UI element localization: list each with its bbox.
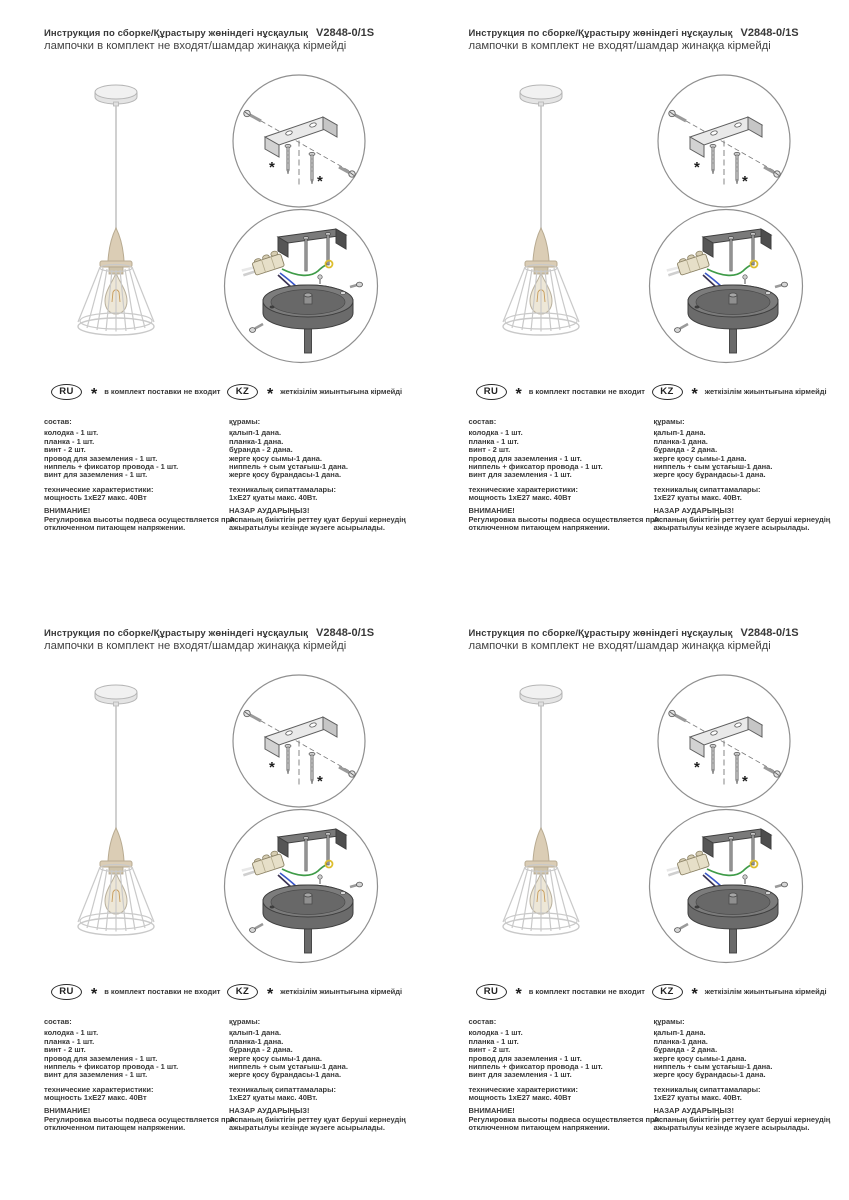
ru-warning-text: Регулировка высоты подвеса осуществляется при отключенном питающем напряжении. <box>44 514 235 532</box>
asterisk-icon: * <box>91 385 98 403</box>
instruction-sheet <box>425 600 849 1200</box>
down-tube <box>729 329 736 353</box>
ru-specs-title: технические характеристики: <box>44 484 154 494</box>
list-item: планка-1 дана. <box>229 1036 284 1046</box>
bracket-screw-shaft <box>305 239 307 271</box>
bracket-mounting-diagram <box>656 73 792 209</box>
kz-specs-title: техникалық сипаттамалары: <box>229 484 337 494</box>
list-item: бұранда - 2 дана. <box>229 445 293 455</box>
list-item: жерге қосу сымы-1 дана. <box>229 453 323 463</box>
ru-specs-title: технические характеристики: <box>44 1084 154 1094</box>
list-item: ниппель + фиксатор провода - 1 шт. <box>44 1062 179 1072</box>
bracket-diagram-drawing <box>656 73 792 209</box>
kz-legend-note: жеткізілім жиынтығына кірмейді <box>280 987 403 996</box>
kz-specs-title: техникалық сипаттамалары: <box>653 1084 761 1094</box>
ru-warning-text: Регулировка высоты подвеса осуществляется при отключенном питающем напряжении. <box>468 1114 660 1132</box>
kz-legend-note: жеткізілім жиынтығына кірмейді <box>280 387 403 396</box>
asterisk-icon: * <box>317 773 323 790</box>
ru-legend <box>476 383 645 403</box>
ru-parts-column <box>469 1018 667 1132</box>
down-tube <box>305 329 312 353</box>
list-item: винт для заземления - 1 шт. <box>468 470 572 480</box>
list-item: колодка - 1 шт. <box>468 428 523 438</box>
wooden-cone <box>525 828 557 874</box>
down-tube <box>729 929 736 953</box>
list-item: жерге қосу сымы-1 дана. <box>653 1053 747 1063</box>
kz-list-title: құрамы: <box>229 417 261 426</box>
list-item: винт - 2 шт. <box>468 445 511 455</box>
kz-warning-text: Аспаның биіктігін реттеу қуат беруші кернеудің ажыратылуы кезінде жүзеге асырылады. <box>229 514 406 532</box>
bracket-mounting-diagram <box>231 673 367 809</box>
list-item: жерге қосу бұрандасы-1 дана. <box>229 470 342 480</box>
kz-parts-column <box>229 1018 425 1132</box>
kz-specs-value: 1хЕ27 қуаты макс. 40Вт. <box>653 493 742 503</box>
model-number: V2848-0/1S <box>740 27 799 39</box>
list-item: колодка - 1 шт. <box>468 1028 523 1038</box>
list-item: қалып-1 дана. <box>229 428 282 438</box>
bracket-mounting-diagram <box>231 73 367 209</box>
sheet-title: Инструкция по сборке/Құрастыру жөніндегі нұсқаулық <box>44 628 308 639</box>
list-item: бұранда - 2 дана. <box>653 1045 718 1055</box>
kz-language-badge: KZ <box>227 984 258 1000</box>
ru-specs-value: мощность 1хЕ27 макс. 40Вт <box>44 1093 147 1103</box>
list-item: планка-1 дана. <box>653 436 708 446</box>
list-item: ниппель + фиксатор провода - 1 шт. <box>44 462 179 472</box>
sheet-title: Инструкция по сборке/Құрастыру жөніндегі нұсқаулық <box>44 28 308 39</box>
kz-language-badge: KZ <box>652 384 683 400</box>
kz-specs-title: техникалық сипаттамалары: <box>229 1084 337 1094</box>
list-item: колодка - 1 шт. <box>44 428 99 438</box>
kz-parts-column <box>654 418 849 532</box>
ru-legend-note: в комплект поставки не входит <box>104 387 221 396</box>
list-item: жерге қосу бұрандасы-1 дана. <box>653 470 766 480</box>
wiring-diagram-drawing <box>647 207 805 365</box>
kz-legend-note: жеткізілім жиынтығына кірмейді <box>704 987 827 996</box>
list-item: провод для заземления - 1 шт. <box>468 453 582 463</box>
list-item: қалып-1 дана. <box>653 1028 706 1038</box>
ru-warning-title: ВНИМАНИЕ! <box>44 1106 91 1116</box>
list-item: провод для заземления - 1 шт. <box>44 1053 158 1063</box>
list-item: жерге қосу сымы-1 дана. <box>653 453 747 463</box>
pendant-lamp-illustration <box>479 80 603 352</box>
bracket-screw-shaft <box>729 839 731 871</box>
ru-warning-title: ВНИМАНИЕ! <box>468 1106 515 1116</box>
asterisk-icon: * <box>741 173 748 190</box>
list-item: бұранда - 2 дана. <box>653 445 718 455</box>
asterisk-icon: * <box>693 759 700 776</box>
asterisk-icon: * <box>693 159 700 176</box>
ru-parts-column <box>44 418 242 532</box>
down-tube <box>305 929 312 953</box>
list-item: жерге қосу бұрандасы-1 дана. <box>229 1070 342 1080</box>
ru-parts-column <box>469 418 667 532</box>
ceiling-canopy <box>95 685 137 706</box>
list-item: планка-1 дана. <box>653 1036 708 1046</box>
wiring-diagram-drawing <box>222 807 380 965</box>
ru-legend-note: в комплект поставки не входит <box>104 987 221 996</box>
pendant-lamp-drawing <box>54 680 178 952</box>
asterisk-icon: * <box>269 759 275 776</box>
kz-legend <box>652 983 827 1003</box>
bracket-mounting-diagram <box>656 673 792 809</box>
kz-specs-value: 1хЕ27 қуаты макс. 40Вт. <box>229 493 318 503</box>
model-number: V2848-0/1S <box>740 627 799 639</box>
canopy-wiring-diagram <box>647 207 805 365</box>
canopy-wiring-diagram <box>222 807 380 965</box>
ru-legend <box>51 383 221 403</box>
ru-specs-value: мощность 1хЕ27 макс. 40Вт <box>44 493 147 503</box>
pendant-lamp-drawing <box>479 680 603 952</box>
kz-list-title: құрамы: <box>229 1017 261 1026</box>
kz-parts-column <box>654 1018 849 1132</box>
pendant-lamp-illustration <box>479 680 603 952</box>
pendant-lamp-drawing <box>54 80 178 352</box>
sheet-header <box>44 27 375 52</box>
list-item: ниппель + сым ұстағыш-1 дана. <box>229 462 348 472</box>
list-item: қалып-1 дана. <box>229 1028 282 1038</box>
ru-list-title: состав: <box>468 417 497 426</box>
sheet-header <box>468 627 799 652</box>
list-item: провод для заземления - 1 шт. <box>468 1053 582 1063</box>
asterisk-icon: * <box>691 385 698 403</box>
instruction-sheet <box>425 0 849 600</box>
sheet-title: Инструкция по сборке/Құрастыру жөніндегі нұсқаулық <box>468 28 733 39</box>
asterisk-icon: * <box>691 985 698 1003</box>
asterisk-icon: * <box>515 985 522 1003</box>
sheet-header <box>468 27 799 52</box>
ru-warning-title: ВНИМАНИЕ! <box>468 506 515 516</box>
list-item: бұранда - 2 дана. <box>229 1045 293 1055</box>
asterisk-icon: * <box>267 985 274 1003</box>
kz-warning-text: Аспаның биіктігін реттеу қуат беруші кернеудің ажыратылуы кезінде жүзеге асырылады. <box>653 514 831 532</box>
ru-language-badge: RU <box>476 384 507 400</box>
wire-cage-shade <box>78 265 154 336</box>
ru-legend <box>476 983 645 1003</box>
kz-specs-value: 1хЕ27 қуаты макс. 40Вт. <box>653 1093 742 1103</box>
ru-specs-title: технические характеристики: <box>468 1084 578 1094</box>
kz-warning-title: НАЗАР АУДАРЫҢЫЗ! <box>229 1106 310 1116</box>
list-item: планка - 1 шт. <box>44 1036 95 1046</box>
sheet-subtitle: лампочки в комплект не входят/шамдар жинаққа кірмейді <box>468 640 771 652</box>
sheet-subtitle: лампочки в комплект не входят/шамдар жинаққа кірмейді <box>44 40 347 52</box>
wooden-cone <box>525 228 557 274</box>
bracket-screw-shaft <box>305 839 307 871</box>
ru-list-title: состав: <box>468 1017 497 1026</box>
wire-cage-shade <box>78 865 154 936</box>
kz-warning-text: Аспаның биіктігін реттеу қуат беруші кернеудің ажыратылуы кезінде жүзеге асырылады. <box>653 1114 831 1132</box>
kz-legend <box>227 383 403 403</box>
list-item: винт для заземления - 1 шт. <box>44 1070 148 1080</box>
list-item: жерге қосу бұрандасы-1 дана. <box>653 1070 766 1080</box>
asterisk-icon: * <box>741 773 748 790</box>
wooden-cone <box>100 228 132 274</box>
ceiling-canopy <box>95 85 137 106</box>
list-item: винт - 2 шт. <box>468 1045 511 1055</box>
kz-legend <box>227 983 403 1003</box>
kz-warning-title: НАЗАР АУДАРЫҢЫЗ! <box>229 506 310 516</box>
ru-language-badge: RU <box>51 984 82 1000</box>
kz-warning-title: НАЗАР АУДАРЫҢЫЗ! <box>653 1106 735 1116</box>
sheet-header <box>44 627 375 652</box>
list-item: колодка - 1 шт. <box>44 1028 99 1038</box>
ru-language-badge: RU <box>476 984 507 1000</box>
list-item: планка - 1 шт. <box>468 1036 519 1046</box>
list-item: жерге қосу сымы-1 дана. <box>229 1053 323 1063</box>
wiring-diagram-drawing <box>647 807 805 965</box>
list-item: винт - 2 шт. <box>44 445 86 455</box>
instruction-sheet <box>0 600 425 1200</box>
ru-legend-note: в комплект поставки не входит <box>528 987 645 996</box>
asterisk-icon: * <box>91 985 98 1003</box>
kz-warning-text: Аспаның биіктігін реттеу қуат беруші кернеудің ажыратылуы кезінде жүзеге асырылады. <box>229 1114 406 1132</box>
list-item: ниппель + сым ұстағыш-1 дана. <box>229 1062 348 1072</box>
list-item: планка - 1 шт. <box>44 436 95 446</box>
ru-parts-column <box>44 1018 242 1132</box>
pendant-lamp-drawing <box>479 80 603 352</box>
list-item: ниппель + фиксатор провода - 1 шт. <box>468 462 603 472</box>
wire-cage-shade <box>503 265 579 336</box>
asterisk-icon: * <box>515 385 522 403</box>
canopy-wiring-diagram <box>647 807 805 965</box>
canopy-wiring-diagram <box>222 207 380 365</box>
ceiling-canopy <box>520 85 562 106</box>
sheet-subtitle: лампочки в комплект не входят/шамдар жинаққа кірмейді <box>44 640 347 652</box>
list-item: қалып-1 дана. <box>653 428 706 438</box>
list-item: ниппель + сым ұстағыш-1 дана. <box>653 1062 773 1072</box>
sheet-subtitle: лампочки в комплект не входят/шамдар жинаққа кірмейді <box>468 40 771 52</box>
list-item: провод для заземления - 1 шт. <box>44 453 158 463</box>
kz-specs-value: 1хЕ27 қуаты макс. 40Вт. <box>229 1093 318 1103</box>
wire-cage-shade <box>503 865 579 936</box>
ceiling-canopy <box>520 685 562 706</box>
kz-list-title: құрамы: <box>653 1017 685 1026</box>
pendant-lamp-illustration <box>54 680 178 952</box>
ru-list-title: состав: <box>44 1017 72 1026</box>
ru-language-badge: RU <box>51 384 82 400</box>
ru-legend <box>51 983 221 1003</box>
list-item: винт - 2 шт. <box>44 1045 86 1055</box>
ru-specs-value: мощность 1хЕ27 макс. 40Вт <box>468 493 572 503</box>
bracket-screw-shaft <box>729 239 731 271</box>
ru-legend-note: в комплект поставки не входит <box>528 387 645 396</box>
model-number: V2848-0/1S <box>316 627 375 639</box>
ru-specs-title: технические характеристики: <box>468 484 578 494</box>
list-item: винт для заземления - 1 шт. <box>44 470 148 480</box>
bracket-diagram-drawing <box>656 673 792 809</box>
kz-warning-title: НАЗАР АУДАРЫҢЫЗ! <box>653 506 735 516</box>
kz-legend-note: жеткізілім жиынтығына кірмейді <box>704 387 827 396</box>
list-item: планка - 1 шт. <box>468 436 519 446</box>
list-item: ниппель + фиксатор провода - 1 шт. <box>468 1062 603 1072</box>
list-item: планка-1 дана. <box>229 436 284 446</box>
ru-specs-value: мощность 1хЕ27 макс. 40Вт <box>468 1093 572 1103</box>
asterisk-icon: * <box>267 385 274 403</box>
ru-warning-text: Регулировка высоты подвеса осуществляется при отключенном питающем напряжении. <box>468 514 660 532</box>
model-number: V2848-0/1S <box>316 27 375 39</box>
wooden-cone <box>100 828 132 874</box>
kz-parts-column <box>229 418 425 532</box>
ru-warning-title: ВНИМАНИЕ! <box>44 506 91 516</box>
kz-legend <box>652 383 827 403</box>
kz-language-badge: KZ <box>227 384 258 400</box>
kz-specs-title: техникалық сипаттамалары: <box>653 484 761 494</box>
kz-language-badge: KZ <box>652 984 683 1000</box>
pendant-lamp-illustration <box>54 80 178 352</box>
list-item: винт для заземления - 1 шт. <box>468 1070 572 1080</box>
ru-list-title: состав: <box>44 417 72 426</box>
kz-list-title: құрамы: <box>653 417 685 426</box>
wiring-diagram-drawing <box>222 207 380 365</box>
instruction-sheet <box>0 0 425 600</box>
list-item: ниппель + сым ұстағыш-1 дана. <box>653 462 773 472</box>
bracket-diagram-drawing <box>231 673 367 809</box>
asterisk-icon: * <box>317 173 323 190</box>
ru-warning-text: Регулировка высоты подвеса осуществляется при отключенном питающем напряжении. <box>44 1114 235 1132</box>
bracket-diagram-drawing <box>231 73 367 209</box>
asterisk-icon: * <box>269 159 275 176</box>
sheet-title: Инструкция по сборке/Құрастыру жөніндегі нұсқаулық <box>468 628 733 639</box>
